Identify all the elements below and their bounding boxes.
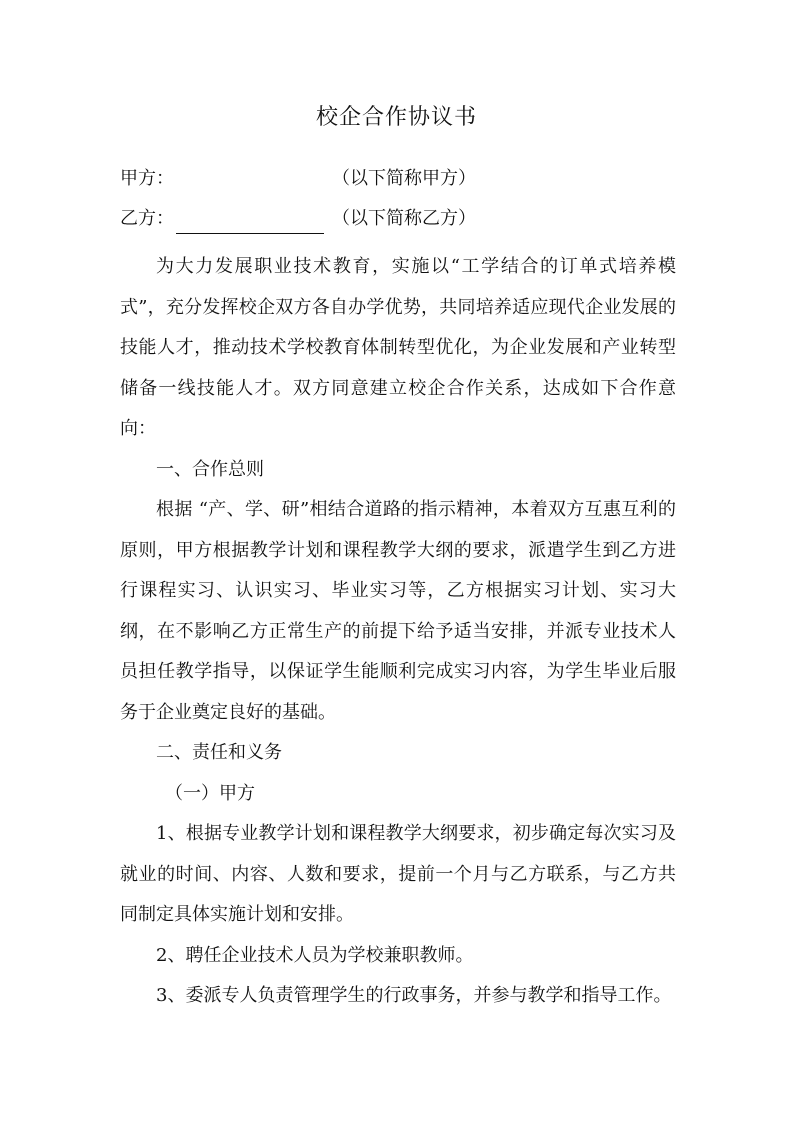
section-1-paragraph: 根据 “产、学、研”相结合道路的指示精神，本着双方互惠互利的原则，甲方根据教学计划和课程教学大纲的要求，派遣学生到乙方进行课程实习、认识实习、毕业实习等，乙方根据实习计划、实习大纲，在不影响乙方正常生产的前提下给予适当安排，并派专业技术人员担任教学指导，以保证学生能顺利完成实习内容，为学生毕业后服务于企业奠定良好的基础。: [120, 499, 676, 723]
party-a-line: [120, 164, 476, 194]
list-item: 3、委派专人负责管理学生的行政事务，并参与教学和指导工作。: [156, 985, 672, 1006]
party-b-label: 乙方：: [120, 208, 174, 229]
section-1-heading: 一、合作总则: [156, 458, 264, 480]
intro-paragraph: 为大力发展职业技术教育，实施以“工学结合的订单式培养模式”，充分发挥校企双方各自办学优势，共同培养适应现代企业发展的技能人才，推动技术学校教育体制转型优化，为企业发展和产业转型储备一线技能人才。双方同意建立校企合作关系，达成如下合作意向：: [120, 256, 676, 439]
party-a-note: （以下简称甲方）: [332, 168, 476, 189]
document-body: [120, 247, 676, 1017]
party-b-line: [120, 204, 476, 234]
list-item: 1、根据专业教学计划和课程教学大纲要求，初步确定每次实习及就业的时间、内容、人数和要求，提前一个月与乙方联系，与乙方共同制定具体实施计划和安排。: [120, 823, 676, 925]
party-a-label: 甲方：: [120, 168, 174, 189]
list-item: 2、聘任企业技术人员为学校兼职教师。: [156, 944, 474, 966]
party-b-note: （以下简称乙方）: [332, 208, 476, 229]
party-a-blank: [176, 172, 324, 194]
section-2-heading: 二、责任和义务: [156, 742, 282, 763]
section-2-subheading: （一）甲方: [165, 782, 255, 804]
page-title: 校企合作协议书: [315, 105, 477, 130]
party-b-blank: [176, 211, 324, 234]
